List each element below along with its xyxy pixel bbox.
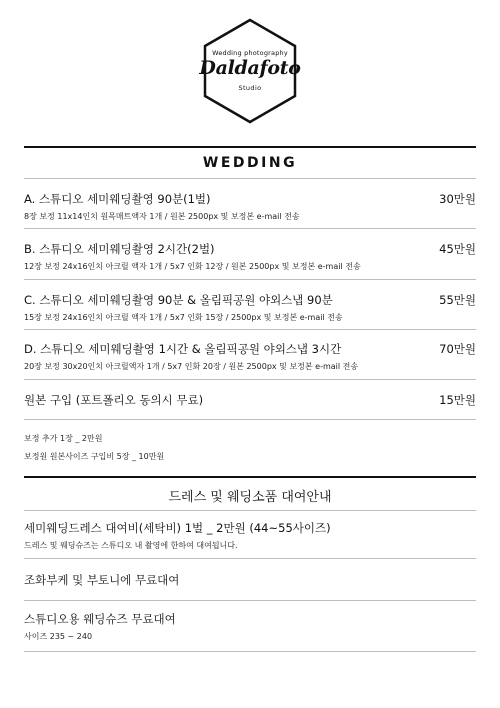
package-name: A. 스튜디오 세미웨딩촬영 90분(1벌)	[24, 192, 211, 206]
shoes-rental-desc: 사이즈 235 ~ 240	[24, 632, 93, 641]
divider	[24, 146, 476, 148]
studio-logo	[197, 18, 303, 124]
divider	[24, 600, 476, 601]
logo-tagline: Wedding photography	[212, 49, 288, 57]
divider	[24, 476, 476, 478]
package-desc: 15장 보정 24x16인치 아크릴 액자 1개 / 5x7 인화 15장 / 2500px 및 보정본 e-mail 전송	[24, 313, 343, 322]
bouquet-rental-name: 조화부케 및 부토니에 무료대여	[24, 573, 180, 587]
divider	[24, 651, 476, 652]
package-name: C. 스튜디오 세미웨딩촬영 90분 & 올림픽공원 야외스냅 90분	[24, 293, 333, 307]
divider	[24, 510, 476, 511]
package-price: 45만원	[439, 242, 476, 256]
package-price: 55만원	[439, 293, 476, 307]
wedding-section-title: WEDDING	[202, 155, 298, 171]
package-desc: 8장 보정 11x14인치 원목매트액자 1개 / 원본 2500px 및 보정본 e-mail 전송	[24, 212, 300, 221]
original-purchase-name: 원본 구입 (포트폴리오 동의시 무료)	[24, 393, 204, 407]
divider	[24, 228, 476, 229]
extra-original-size: 보정원 원본사이즈 구입비 5장 _ 10만원	[24, 452, 165, 461]
divider	[24, 558, 476, 559]
package-name: D. 스튜디오 세미웨딩촬영 1시간 & 올림픽공원 야외스냅 3시간	[24, 342, 342, 356]
divider	[24, 419, 476, 420]
divider	[24, 379, 476, 380]
logo-brand: Daldafoto	[199, 57, 301, 79]
logo-studio-label: Studio	[238, 84, 262, 92]
original-purchase-price: 15만원	[439, 393, 476, 407]
dress-rental-desc: 드레스 및 웨딩슈즈는 스튜디오 내 촬영에 한하여 대여됩니다.	[24, 541, 238, 550]
package-desc: 12장 보정 24x16인치 아크릴 액자 1개 / 5x7 인화 12장 / 원본 2500px 및 보정본 e-mail 전송	[24, 262, 361, 271]
divider	[24, 178, 476, 179]
package-name: B. 스튜디오 세미웨딩촬영 2시간(2벌)	[24, 242, 215, 256]
dress-rental-name: 세미웨딩드레스 대여비(세탁비) 1벌 _ 2만원 (44~55사이즈)	[24, 521, 331, 535]
extra-retouch: 보정 추가 1장 _ 2만원	[24, 434, 103, 443]
divider	[24, 279, 476, 280]
package-desc: 20장 보정 30x20인치 아크릴액자 1개 / 5x7 인화 20장 / 원본 2500px 및 보정본 e-mail 전송	[24, 362, 359, 371]
package-price: 30만원	[439, 192, 476, 206]
shoes-rental-name: 스튜디오용 웨딩슈즈 무료대여	[24, 612, 176, 626]
package-price: 70만원	[439, 342, 476, 356]
divider	[24, 329, 476, 330]
dress-section-title: 드레스 및 웨딩소품 대여안내	[168, 490, 332, 505]
